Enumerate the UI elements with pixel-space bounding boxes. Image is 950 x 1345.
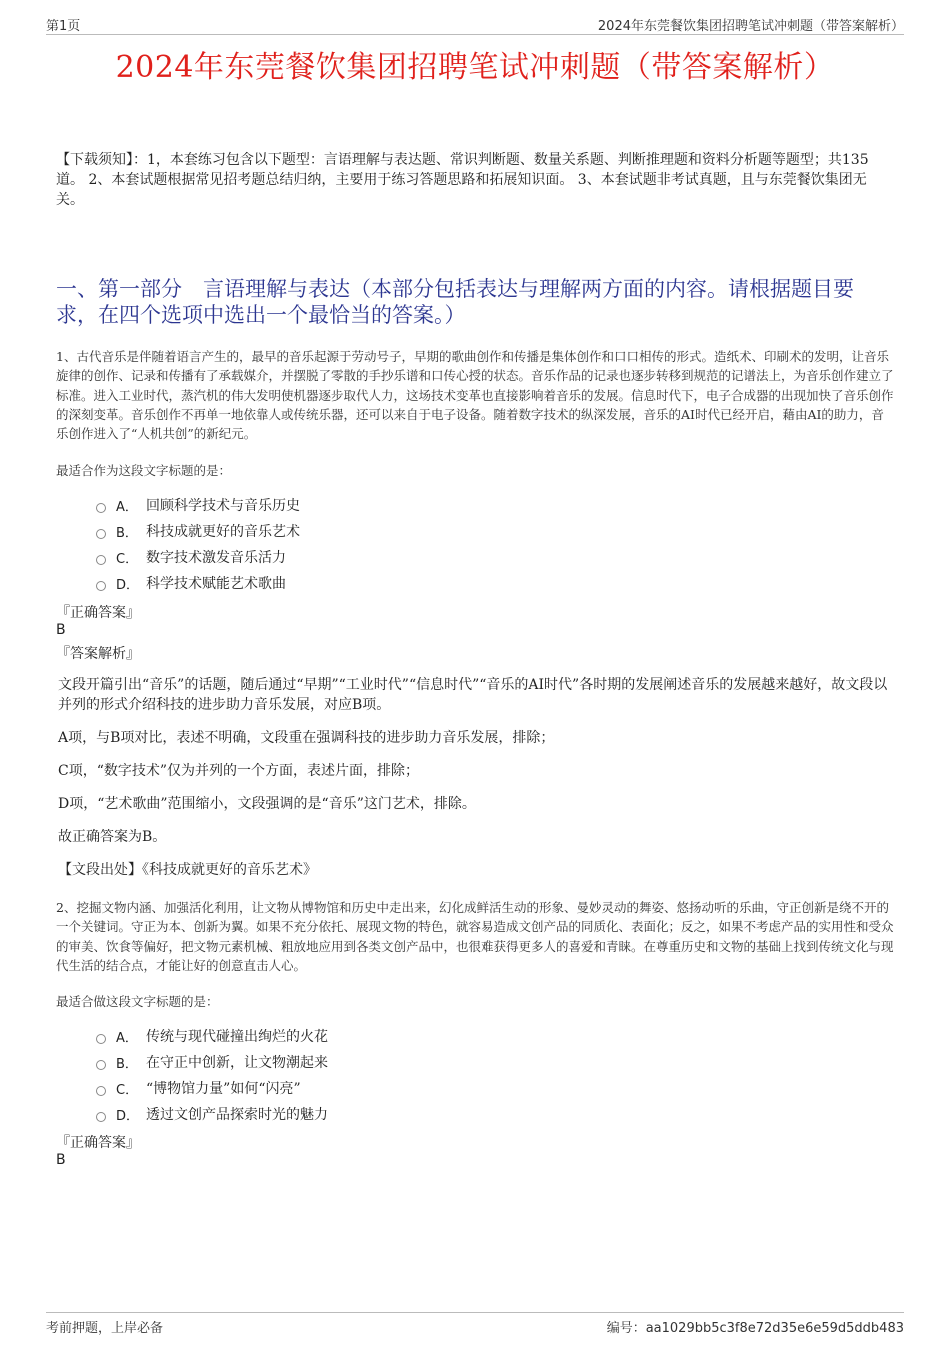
question-1-answer-label: 『正确答案』 [56,605,140,621]
header-doc-title: 2024年东莞餐饮集团招聘笔试冲刺题（带答案解析） [597,19,904,34]
document-title: 2024年东莞餐饮集团招聘笔试冲刺题（带答案解析） [115,50,835,85]
question-2-passage: 2、挖掘文物内涵、加强活化利用，让文物从博物馆和历史中走出来，幻化成鲜活生动的形象、曼妙灵动的舞姿、悠扬动听的乐曲，守正创新是绕不开的一个关键词。守正为本、创新为翼。如果不充分依托、展现文物的特色，就容易造成文创产品的同质化、表面化；反之，如果不考虑产品的实用性和受众的审美、饮食等偏好，把文物元素机械、粗放地应用到各类文创产品中，也很难获得更多人的喜爱和青睐。在尊重历史和文物的基础上找到传统文化与现代生活的结合点，才能让好的创意直击人心。 [56,900,894,973]
question-2-options [96,1023,496,1127]
question-1-option-d[interactable] [96,570,496,596]
analysis-paragraph: C项，“数字技术”仅为并列的一个方面，表述片面，排除； [58,763,420,779]
question-1-prompt: 最适合作为这段文字标题的是： [56,463,232,478]
download-notice: 【下载须知】：1，本套练习包含以下题型：言语理解与表达题、常识判断题、数量关系题、判断推理题和资料分析题等题型；共135道。 2、本套试题根据常见招考题总结归纳，主要用于练习答题思路和拓展知识面。 3、本套试题非考试真题，且与东莞餐饮集团无关。 [56,152,869,208]
footer-slogan: 考前押题，上岸必备 [46,1321,164,1336]
footer-serial-number: 编号：aa1029bb5c3f8e72d35e6e59d5ddb483 [606,1321,904,1336]
question-1-passage: 1、古代音乐是伴随着语言产生的，最早的音乐起源于劳动号子，早期的歌曲创作和传播是集体创作和口口相传的形式。造纸术、印刷术的发明，让音乐旋律的创作、记录和传播有了承载媒介，并摆脱了零散的手抄乐谱和口传心授的状态。音乐作品的记录也逐步转移到规范的记谱法上，为音乐创作建立了标准。进入工业时代，蒸汽机的伟大发明使机器逐步取代人力，这场技术变革也直接影响着音乐的发展。信息时代下，电子合成器的出现加快了音乐创作的深刻变革。音乐创作不再单一地依靠人或传统乐器，还可以来自于电子设备。随着数字技术的纵深发展，音乐的AI时代已经开启，藉由AI的助力，音乐创作进入了“人机共创”的新纪元。 [56,349,894,442]
option-letter: C． [116,551,139,567]
option-text: 回顾科学技术与音乐历史 [146,498,300,514]
question-2-answer-label: 『正确答案』 [56,1135,140,1151]
radio-icon[interactable] [96,1086,106,1096]
radio-icon[interactable] [96,1034,106,1044]
analysis-paragraph: D项，“艺术歌曲”范围缩小，文段强调的是“音乐”这门艺术，排除。 [58,796,476,812]
question-1-analysis-label: 『答案解析』 [56,646,140,662]
radio-icon[interactable] [96,503,106,513]
option-letter: D． [116,1108,140,1124]
option-letter: C． [116,1082,139,1098]
option-letter: A． [116,1030,138,1046]
option-text: 在守正中创新，让文物潮起来 [146,1055,328,1071]
question-2-option-d[interactable] [96,1101,496,1127]
option-text: 科学技术赋能艺术歌曲 [146,576,286,592]
option-letter: D． [116,577,140,593]
question-1-options [96,492,496,596]
question-1-option-c[interactable] [96,544,496,570]
question-2-prompt: 最适合做这段文字标题的是： [56,994,219,1009]
option-letter: A． [116,499,138,515]
option-text: “博物馆力量”如何“闪亮” [146,1081,301,1097]
passage-source: 【文段出处】《科技成就更好的音乐艺术》 [58,862,317,878]
question-1-option-b[interactable] [96,518,496,544]
radio-icon[interactable] [96,1060,106,1070]
question-2-answer: B [56,1152,66,1168]
radio-icon[interactable] [96,555,106,565]
option-letter: B． [116,1056,138,1072]
question-2-option-a[interactable] [96,1023,496,1049]
analysis-paragraph: 文段开篇引出“音乐”的话题，随后通过“早期”“工业时代”“信息时代”“音乐的AI时代”各时期的发展阐述音乐的发展越来越好，故文段以并列的形式介绍科技的进步助力音乐发展，对应B项。 [58,677,888,713]
analysis-paragraph: 故正确答案为B。 [58,829,167,845]
question-1-answer: B [56,622,66,638]
option-text: 透过文创产品探索时光的魅力 [146,1107,328,1123]
page-header [46,14,904,35]
option-text: 科技成就更好的音乐艺术 [146,524,300,540]
section-title: 一、第一部分 言语理解与表达（本部分包括表达与理解两方面的内容。请根据题目要求，在四个选项中选出一个最恰当的答案。） [56,277,854,327]
option-text: 传统与现代碰撞出绚烂的火花 [146,1029,328,1045]
option-letter: B． [116,525,138,541]
radio-icon[interactable] [96,1112,106,1122]
page-footer [46,1312,904,1335]
question-1-option-a[interactable] [96,492,496,518]
radio-icon[interactable] [96,581,106,591]
page-number-label: 第1页 [46,19,81,34]
question-2-option-b[interactable] [96,1049,496,1075]
analysis-paragraph: A项，与B项对比，表述不明确，文段重在强调科技的进步助力音乐发展，排除； [58,730,555,746]
option-text: 数字技术激发音乐活力 [146,550,286,566]
question-2-option-c[interactable] [96,1075,496,1101]
radio-icon[interactable] [96,529,106,539]
